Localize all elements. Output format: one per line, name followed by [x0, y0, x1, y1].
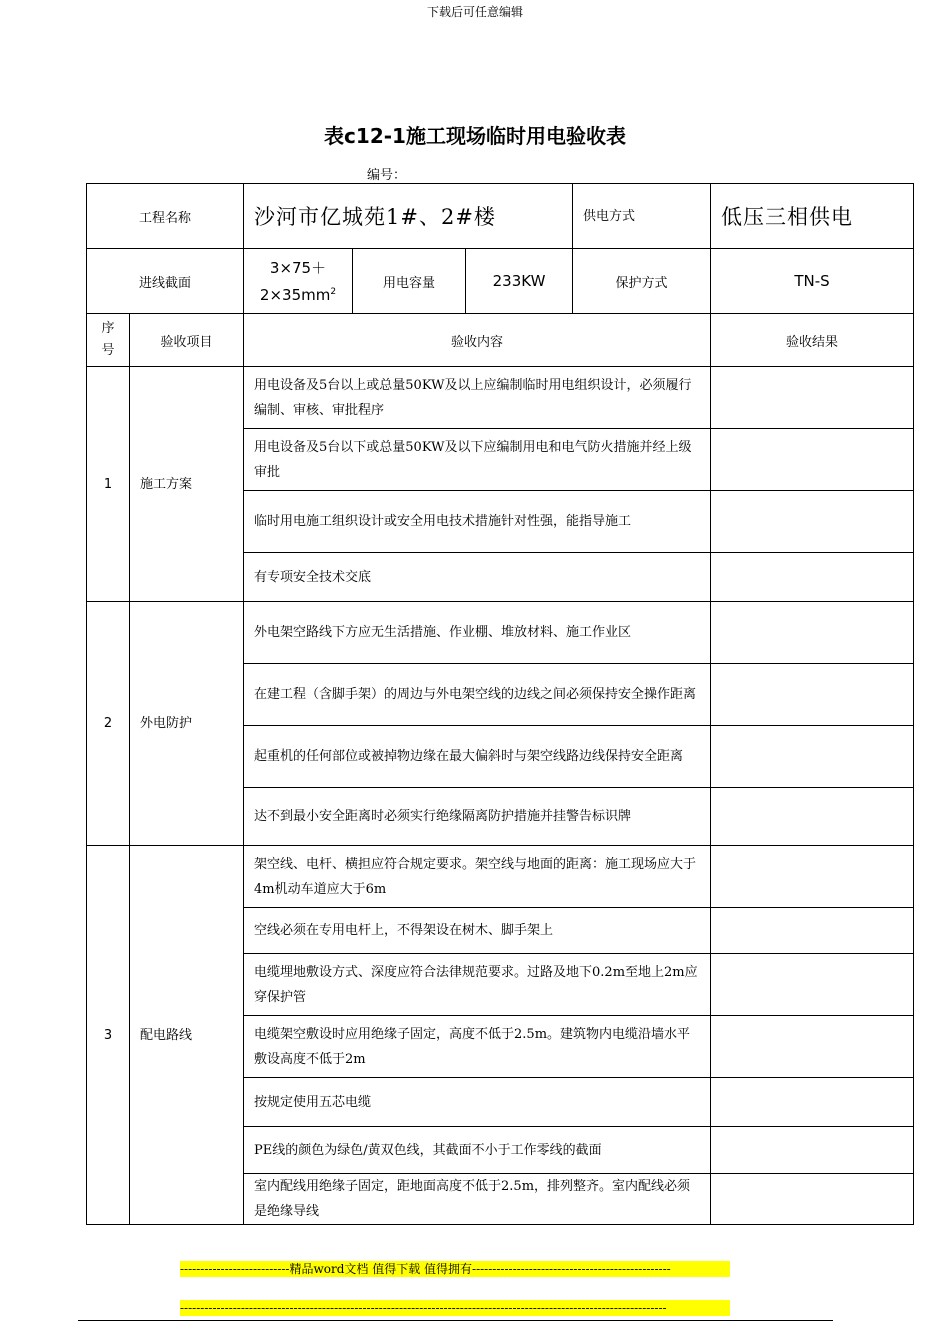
acceptance-content: PE线的颜色为绿色/黄双色线，其截面不小于工作零线的截面 [244, 1127, 711, 1174]
acceptance-result-cell[interactable] [711, 367, 914, 429]
acceptance-table [86, 183, 914, 1225]
seq-header [87, 314, 130, 367]
acceptance-result-cell[interactable] [711, 726, 914, 788]
acceptance-content: 临时用电施工组织设计或安全用电技术措施针对性强，能指导施工 [244, 491, 711, 553]
acceptance-result-cell[interactable] [711, 602, 914, 664]
group-seq: 1 [87, 367, 130, 602]
footer-banner-2: ------------------------------------------------------------------------------------------------------------------------ [180, 1300, 730, 1316]
acceptance-content: 电缆架空敷设时应用绝缘子固定，高度不低于2.5m。建筑物内电缆沿墙水平敷设高度不低于2m [244, 1016, 711, 1078]
incoming-section-value[interactable] [244, 249, 353, 314]
group-seq: 3 [87, 846, 130, 1225]
acceptance-content: 外电架空路线下方应无生活措施、作业棚、堆放材料、施工作业区 [244, 602, 711, 664]
info-row-specs [87, 249, 914, 314]
acceptance-content: 用电设备及5台以下或总量50KW及以下应编制用电和电气防火措施并经上级审批 [244, 429, 711, 491]
acceptance-row [87, 602, 914, 664]
acceptance-result-cell[interactable] [711, 491, 914, 553]
supply-mode-label: 供电方式 [573, 184, 711, 249]
serial-number-label: 编号： [367, 168, 407, 183]
capacity-label: 用电容量 [353, 249, 466, 314]
group-item: 配电路线 [130, 846, 244, 1225]
acceptance-content: 电缆埋地敷设方式、深度应符合法律规范要求。过路及地下0.2m至地上2m应穿保护管 [244, 954, 711, 1016]
acceptance-result-cell[interactable] [711, 954, 914, 1016]
acceptance-content: 达不到最小安全距离时必须实行绝缘隔离防护措施并挂警告标识牌 [244, 788, 711, 846]
acceptance-row [87, 367, 914, 429]
footer-banner-1: ---------------------------精品word文档 值得下载 值得拥有------------------------------------------------- [180, 1261, 730, 1277]
protection-value[interactable]: TN-S [711, 249, 914, 314]
item-header: 验收项目 [130, 314, 244, 367]
capacity-value[interactable]: 233KW [466, 249, 573, 314]
acceptance-result-cell[interactable] [711, 429, 914, 491]
header-note: 下载后可任意编辑 [426, 5, 523, 19]
acceptance-content: 在建工程（含脚手架）的周边与外电架空线的边线之间必须保持安全操作距离 [244, 664, 711, 726]
group-item: 施工方案 [130, 367, 244, 602]
group-seq: 2 [87, 602, 130, 846]
result-header: 验收结果 [711, 314, 914, 367]
acceptance-content: 架空线、电杆、横担应符合规定要求。架空线与地面的距离：施工现场应大于4m机动车道应大于6m [244, 846, 711, 908]
acceptance-content: 起重机的任何部位或被掉物边缘在最大偏斜时与架空线路边线保持安全距离 [244, 726, 711, 788]
protection-label: 保护方式 [573, 249, 711, 314]
content-header: 验收内容 [244, 314, 711, 367]
bottom-divider [78, 1320, 833, 1321]
acceptance-content: 有专项安全技术交底 [244, 553, 711, 602]
acceptance-content: 室内配线用绝缘子固定，距地面高度不低于2.5m，排列整齐。室内配线必须是绝缘导线 [244, 1174, 711, 1225]
incoming-section-superscript: 2 [330, 286, 337, 297]
acceptance-result-cell[interactable] [711, 664, 914, 726]
incoming-section-line1: 3×75＋ [269, 258, 327, 277]
acceptance-result-cell[interactable] [711, 846, 914, 908]
acceptance-result-cell[interactable] [711, 908, 914, 954]
acceptance-result-cell[interactable] [711, 1174, 914, 1225]
seq-header-line2: 号 [101, 343, 115, 358]
acceptance-content: 按规定使用五芯电缆 [244, 1078, 711, 1127]
info-row-project [87, 184, 914, 249]
project-name-value[interactable]: 沙河市亿城苑1#、2#楼 [244, 184, 573, 249]
acceptance-result-cell[interactable] [711, 1078, 914, 1127]
incoming-section-line2: 2×35mm [259, 285, 331, 304]
project-name-label: 工程名称 [87, 184, 244, 249]
incoming-section-label: 进线截面 [87, 249, 244, 314]
acceptance-content: 用电设备及5台以上或总量50KW及以上应编制临时用电组织设计，必须履行编制、审核、审批程序 [244, 367, 711, 429]
column-header-row [87, 314, 914, 367]
page-title: 表c12-1施工现场临时用电验收表 [324, 124, 626, 148]
acceptance-result-cell[interactable] [711, 1016, 914, 1078]
acceptance-result-cell[interactable] [711, 788, 914, 846]
acceptance-result-cell[interactable] [711, 553, 914, 602]
acceptance-content: 空线必须在专用电杆上，不得架设在树木、脚手架上 [244, 908, 711, 954]
seq-header-line1: 序 [101, 321, 115, 336]
acceptance-row [87, 846, 914, 908]
acceptance-result-cell[interactable] [711, 1127, 914, 1174]
supply-mode-value[interactable]: 低压三相供电 [711, 184, 914, 249]
group-item: 外电防护 [130, 602, 244, 846]
